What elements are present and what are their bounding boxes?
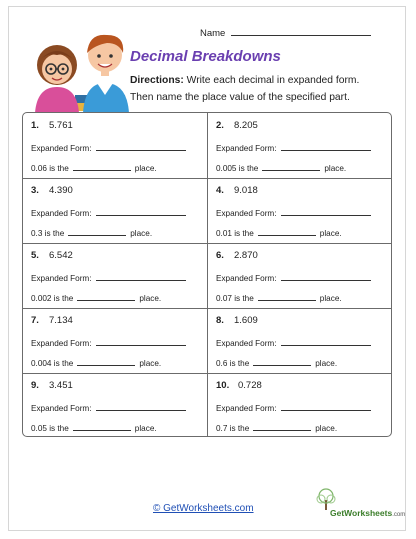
is-the-label: is the bbox=[238, 164, 259, 173]
problem-number: 10. bbox=[216, 380, 230, 391]
directions-text: Write each decimal in expanded form. Then name the place value of the specified part. bbox=[130, 75, 360, 103]
is-the-label: is the bbox=[234, 294, 254, 303]
problem-decimal: 4.390 bbox=[49, 185, 73, 196]
expanded-form-label: Expanded Form: bbox=[31, 209, 92, 218]
expanded-form-blank[interactable] bbox=[96, 273, 186, 281]
place-label: place. bbox=[139, 294, 162, 303]
place-value-blank[interactable] bbox=[77, 293, 135, 301]
directions bbox=[130, 72, 380, 106]
problem-decimal: 7.134 bbox=[49, 315, 73, 326]
part-value: 0.002 bbox=[31, 294, 52, 303]
part-value: 0.6 bbox=[216, 359, 228, 368]
expanded-form-blank[interactable] bbox=[96, 338, 186, 346]
problem-cell bbox=[23, 178, 207, 243]
expanded-form-blank[interactable] bbox=[281, 208, 371, 216]
expanded-form-blank[interactable] bbox=[96, 143, 186, 151]
logo-wordmark: GetWorksheets bbox=[330, 508, 393, 518]
place-label: place. bbox=[319, 229, 342, 238]
place-label: place. bbox=[324, 164, 347, 173]
place-value-blank[interactable] bbox=[253, 423, 311, 431]
place-value-blank[interactable] bbox=[262, 163, 320, 171]
place-value-row bbox=[216, 293, 342, 303]
expanded-form-label: Expanded Form: bbox=[216, 144, 277, 153]
is-the-label: is the bbox=[49, 164, 69, 173]
problem-cell bbox=[23, 373, 207, 438]
place-label: place. bbox=[315, 424, 338, 433]
place-label: place. bbox=[315, 359, 338, 368]
expanded-form-label: Expanded Form: bbox=[31, 144, 92, 153]
problem-number: 8. bbox=[216, 315, 224, 326]
students-illustration bbox=[31, 25, 135, 113]
getworksheets-logo bbox=[330, 508, 405, 518]
expanded-form-row bbox=[216, 208, 371, 218]
problem-decimal: 9.018 bbox=[234, 185, 258, 196]
expanded-form-label: Expanded Form: bbox=[216, 274, 277, 283]
is-the-label: is the bbox=[53, 294, 74, 303]
name-blank[interactable] bbox=[231, 26, 371, 36]
problem-decimal: 1.609 bbox=[234, 315, 258, 326]
is-the-label: is the bbox=[44, 229, 65, 238]
place-value-row bbox=[216, 358, 337, 368]
part-value: 0.3 bbox=[31, 229, 43, 238]
name-field[interactable] bbox=[200, 26, 371, 39]
expanded-form-blank[interactable] bbox=[281, 403, 371, 411]
part-value: 0.06 bbox=[31, 164, 47, 173]
expanded-form-row bbox=[31, 273, 186, 283]
problem-cell bbox=[208, 178, 392, 243]
expanded-form-label: Expanded Form: bbox=[31, 339, 92, 348]
problem-grid bbox=[22, 112, 392, 437]
problem-cell bbox=[23, 113, 207, 178]
expanded-form-label: Expanded Form: bbox=[31, 274, 92, 283]
problem-cell bbox=[23, 308, 207, 373]
expanded-form-label: Expanded Form: bbox=[31, 404, 92, 413]
name-label: Name bbox=[200, 28, 226, 39]
is-the-label: is the bbox=[49, 424, 69, 433]
expanded-form-row bbox=[31, 208, 186, 218]
problem-decimal: 8.205 bbox=[234, 120, 258, 131]
place-value-row bbox=[31, 293, 161, 303]
expanded-form-label: Expanded Form: bbox=[216, 404, 277, 413]
place-label: place. bbox=[130, 229, 153, 238]
problem-number: 2. bbox=[216, 120, 224, 131]
footer-website-link[interactable]: © GetWorksheets.com bbox=[153, 503, 254, 514]
place-label: place. bbox=[134, 424, 157, 433]
place-value-blank[interactable] bbox=[68, 228, 126, 236]
place-value-row bbox=[31, 358, 161, 368]
problem-number: 9. bbox=[31, 380, 39, 391]
place-label: place. bbox=[139, 359, 162, 368]
directions-label: Directions: bbox=[130, 75, 184, 86]
place-value-blank[interactable] bbox=[77, 358, 135, 366]
expanded-form-row bbox=[216, 143, 371, 153]
part-value: 0.07 bbox=[216, 294, 232, 303]
expanded-form-label: Expanded Form: bbox=[216, 209, 277, 218]
problem-decimal: 2.870 bbox=[234, 250, 258, 261]
expanded-form-blank[interactable] bbox=[281, 273, 371, 281]
expanded-form-row bbox=[31, 143, 186, 153]
problem-number: 4. bbox=[216, 185, 224, 196]
part-value: 0.7 bbox=[216, 424, 228, 433]
is-the-label: is the bbox=[53, 359, 74, 368]
problem-cell bbox=[208, 113, 392, 178]
place-label: place. bbox=[134, 164, 157, 173]
problem-number: 7. bbox=[31, 315, 39, 326]
problem-number: 3. bbox=[31, 185, 39, 196]
expanded-form-row bbox=[216, 403, 371, 413]
problem-decimal: 6.542 bbox=[49, 250, 73, 261]
expanded-form-row bbox=[31, 338, 186, 348]
place-value-blank[interactable] bbox=[258, 293, 316, 301]
problem-cell bbox=[208, 308, 392, 373]
worksheet-title: Decimal Breakdowns bbox=[130, 48, 281, 65]
problem-decimal: 3.451 bbox=[49, 380, 73, 391]
problem-number: 5. bbox=[31, 250, 39, 261]
problem-cell bbox=[23, 243, 207, 308]
place-value-blank[interactable] bbox=[73, 163, 131, 171]
place-value-row bbox=[216, 423, 337, 433]
expanded-form-blank[interactable] bbox=[96, 208, 186, 216]
problem-number: 1. bbox=[31, 120, 39, 131]
place-value-blank[interactable] bbox=[253, 358, 311, 366]
expanded-form-blank[interactable] bbox=[281, 338, 371, 346]
problem-cell bbox=[208, 373, 392, 438]
place-value-row bbox=[31, 163, 157, 173]
place-value-row bbox=[31, 423, 157, 433]
place-value-row bbox=[216, 228, 342, 238]
problem-decimal: 5.761 bbox=[49, 120, 73, 131]
is-the-label: is the bbox=[229, 424, 250, 433]
part-value: 0.05 bbox=[31, 424, 47, 433]
is-the-label: is the bbox=[229, 359, 250, 368]
problem-number: 6. bbox=[216, 250, 224, 261]
logo-suffix: .com bbox=[392, 512, 406, 518]
part-value: 0.005 bbox=[216, 164, 237, 173]
expanded-form-label: Expanded Form: bbox=[216, 339, 277, 348]
is-the-label: is the bbox=[234, 229, 254, 238]
expanded-form-blank[interactable] bbox=[96, 403, 186, 411]
problem-decimal: 0.728 bbox=[238, 380, 262, 391]
place-value-row bbox=[31, 228, 152, 238]
expanded-form-row bbox=[216, 338, 371, 348]
expanded-form-blank[interactable] bbox=[281, 143, 371, 151]
expanded-form-row bbox=[31, 403, 186, 413]
problem-cell bbox=[208, 243, 392, 308]
place-label: place. bbox=[319, 294, 342, 303]
expanded-form-row bbox=[216, 273, 371, 283]
place-value-blank[interactable] bbox=[258, 228, 316, 236]
part-value: 0.01 bbox=[216, 229, 232, 238]
place-value-blank[interactable] bbox=[73, 423, 131, 431]
place-value-row bbox=[216, 163, 346, 173]
part-value: 0.004 bbox=[31, 359, 52, 368]
